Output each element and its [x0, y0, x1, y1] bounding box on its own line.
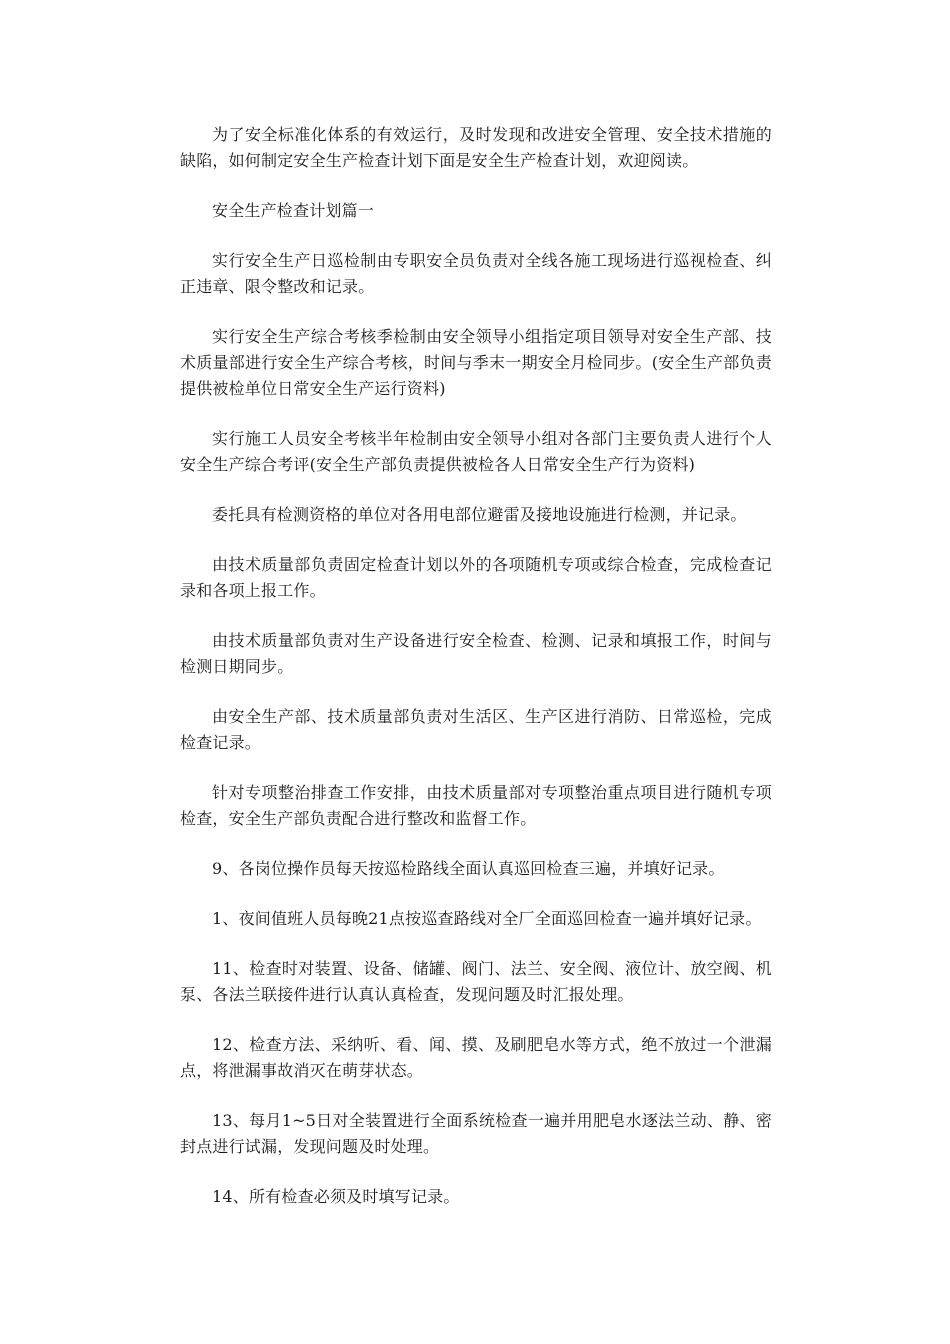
- paragraph: 委托具有检测资格的单位对各用电部位避雷及接地设施进行检测，并记录。: [212, 505, 747, 524]
- numbered-item: 11、检查时对装置、设备、储罐、阀门、法兰、安全阀、液位计、放空阀、机泵、各法兰联接件进行认真认真检查，发现问题及时汇报处理。: [180, 959, 772, 1004]
- numbered-item: 14、所有检查必须及时填写记录。: [212, 1187, 460, 1206]
- section-heading: 安全生产检查计划篇一: [212, 201, 375, 220]
- paragraph: 实行安全生产综合考核季检制由安全领导小组指定项目领导对安全生产部、技术质量部进行安全生产综合考核，时间与季末一期安全月检同步。(安全生产部负责提供被检单位日常安全生产运行资料): [180, 327, 772, 398]
- numbered-item: 9、各岗位操作员每天按巡检路线全面认真巡回检查三遍，并填好记录。: [212, 859, 725, 878]
- numbered-item: 12、检查方法、采纳听、看、闻、摸、及刷肥皂水等方式，绝不放过一个泄漏点，将泄漏事故消灭在萌芽状态。: [180, 1035, 772, 1080]
- paragraph: 由安全生产部、技术质量部负责对生活区、生产区进行消防、日常巡检，完成检查记录。: [180, 707, 772, 752]
- paragraph: 由技术质量部负责对生产设备进行安全检查、检测、记录和填报工作，时间与检测日期同步。: [180, 631, 772, 676]
- intro-paragraph: 为了安全标准化体系的有效运行，及时发现和改进安全管理、安全技术措施的缺陷，如何制定安全生产检查计划下面是安全生产检查计划，欢迎阅读。: [180, 125, 772, 170]
- numbered-item: 1、夜间值班人员每晚21点按巡查路线对全厂全面巡回检查一遍并填好记录。: [212, 909, 762, 928]
- numbered-item: 13、每月1~5日对全装置进行全面系统检查一遍并用肥皂水逐法兰动、静、密封点进行试漏，发现问题及时处理。: [180, 1111, 772, 1156]
- document-body: [180, 122, 772, 1234]
- paragraph: 实行施工人员安全考核半年检制由安全领导小组对各部门主要负责人进行个人安全生产综合考评(安全生产部负责提供被检各人日常安全生产行为资料): [180, 429, 772, 474]
- paragraph: 由技术质量部负责固定检查计划以外的各项随机专项或综合检查，完成检查记录和各项上报工作。: [180, 555, 772, 600]
- paragraph: 实行安全生产日巡检制由专职安全员负责对全线各施工现场进行巡视检查、纠正违章、限令整改和记录。: [180, 251, 772, 296]
- paragraph: 针对专项整治排查工作安排，由技术质量部对专项整治重点项目进行随机专项检查，安全生产部负责配合进行整改和监督工作。: [180, 783, 772, 828]
